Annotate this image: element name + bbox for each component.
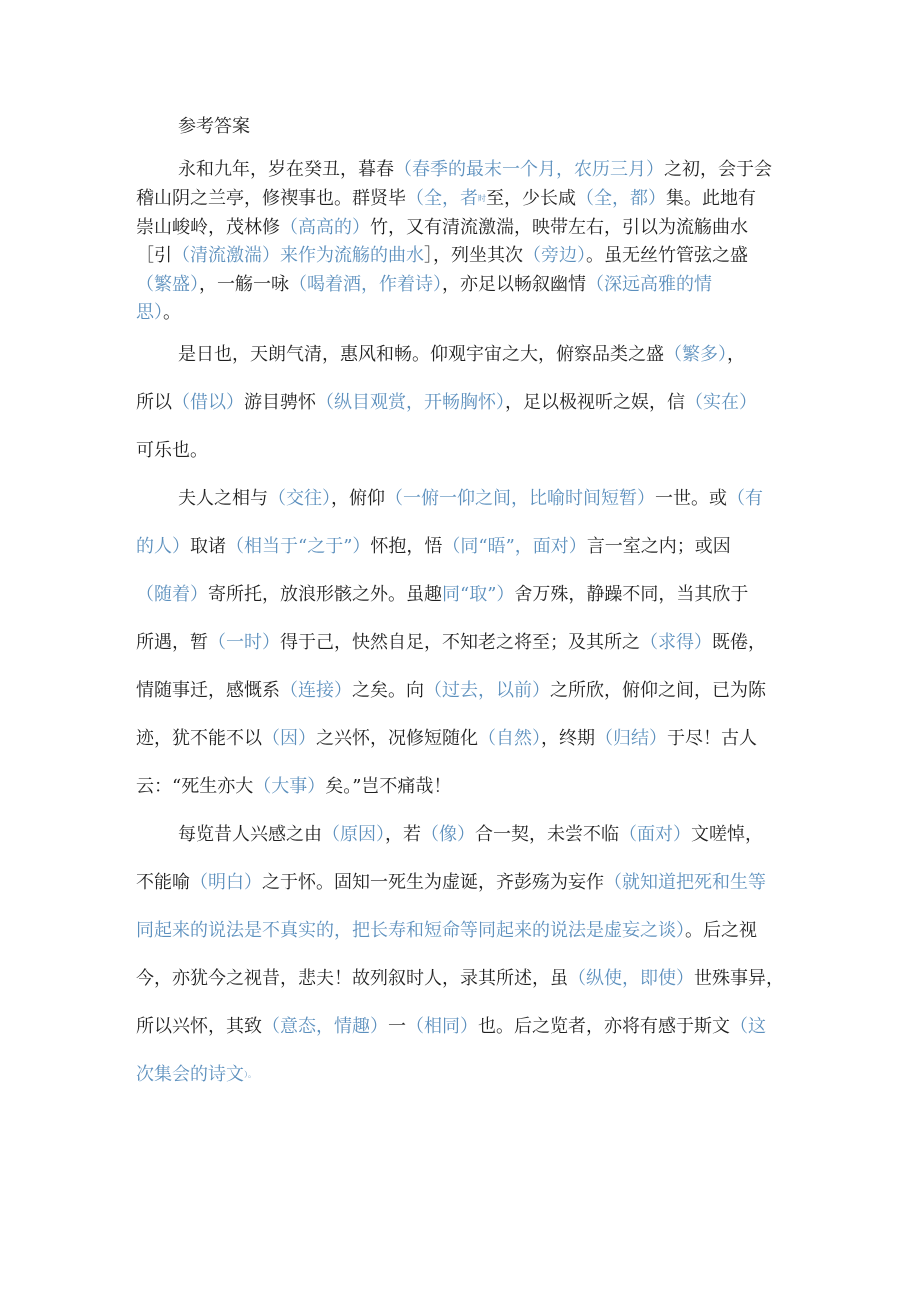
body-text: 。后之视 [685,920,757,941]
text-line [178,485,796,513]
body-text: 怀抱，悟 [370,536,443,557]
annotation-text: （一时） [208,632,280,653]
annotation-text: （大事） [253,776,326,797]
annotation-text: （自然） [478,728,541,749]
text-line [136,533,796,561]
annotation-text: 的人） [136,536,190,557]
body-text: 竹，又有清流激湍，映带左右，引以为流觞曲水 [370,217,748,238]
annotation-text: 同起来的说法是不真实的，把长寿和短命等同起来的说法是虚妄之谈） [136,920,685,941]
body-text: 不能喻 [136,872,190,893]
body-text: 。虽无丝竹管弦之盛 [586,245,748,266]
text-line [178,821,796,849]
annotation-text: ）。 [244,1070,256,1079]
body-text: 之所欣，俯仰之间，已为陈 [550,680,766,701]
annotation-text: （春季的最末一个月，农历三月） [394,159,664,180]
annotation-text: （随着） [136,584,208,605]
body-text: 文嗟悼， [691,824,763,845]
body-text: 所以 [136,392,172,413]
body-text: 迹，犹不能不以 [136,728,262,749]
body-text: 所以兴怀，其致 [136,1016,262,1037]
body-text: ，亦足以畅叙幽情 [442,274,586,295]
body-text: 寄所托，放浪形骸之外。虽趣 [208,584,442,605]
annotation-text: （深远高雅的情 [586,274,712,295]
text-line [136,581,796,609]
body-text: 一 [388,1016,406,1037]
body-text: ，俯仰 [331,488,385,509]
annotation-text: （喝着酒，作着诗） [289,274,442,295]
annotation-text: （一俯一仰之间，比喻时间短暂） [385,488,655,509]
text-line [136,773,796,801]
body-text: 每览昔人兴感之由 [178,824,322,845]
annotation-text: （这 [730,1016,766,1037]
body-text: 稽山阴之兰亭，修禊事也。群贤毕 [136,188,406,209]
body-text: ，足以极视听之娱，信 [505,392,685,413]
body-text: ，若 [385,824,421,845]
body-text: 至，少长咸 [486,188,576,209]
body-text: 云：“死生亦大 [136,776,254,797]
body-text: 崇山峻岭，茂林修 [136,217,280,238]
text-line [136,1013,796,1041]
body-text: 集。此地有 [666,188,756,209]
annotation-text: （意态，情趣） [262,1016,388,1037]
annotation-text: 时 [478,194,486,203]
text-line [136,185,796,213]
annotation-text: （借以） [172,392,244,413]
body-text: 夫人之相与 [178,488,268,509]
annotation-text: 同“取”） [442,584,515,605]
annotation-text: （相当于“之于”） [226,536,371,557]
annotation-text: （就知道把死和生等 [604,872,766,893]
body-text: ］，列坐其次 [424,245,523,266]
body-text: 之兴怀，况修短随化 [316,728,478,749]
annotation-text: （清流激湍）来作为流觞的曲水 [172,245,424,266]
body-text: 得于己，快然自足，不知老之将至；及其所之 [280,632,640,653]
text-line [136,437,796,465]
text-line [136,725,796,753]
body-text: 取诸 [190,536,226,557]
body-text: 。 [163,302,181,323]
body-text: 言一室之内；或因 [586,536,731,557]
annotation-text: 次集会的诗文 [136,1064,244,1085]
annotation-text: （纵目观赏，开畅胸怀） [316,392,505,413]
body-text: ， [727,344,745,365]
text-line [136,677,796,705]
body-text: 情随事迁，感慨系 [136,680,280,701]
body-text: ，一觞一咏 [199,274,289,295]
text-line [136,869,796,897]
annotation-text: （同“晤”，面对） [442,536,587,557]
body-text: 所遇，暂 [136,632,208,653]
annotation-text: （归结） [595,728,667,749]
annotation-text: （像） [421,824,475,845]
annotation-text: （面对） [619,824,691,845]
annotation-text: （全，都） [576,188,666,209]
text-line [136,629,796,657]
page-title: 参考答案 [178,116,250,137]
body-text: 永和九年，岁在癸丑，暮春 [178,159,394,180]
body-text: 既倦， [712,632,766,653]
annotation-text: （纵使，即使） [568,968,694,989]
annotation-text: （实在） [685,392,757,413]
body-text: 舍万殊，静躁不同，当其欣于 [514,584,749,605]
body-text: 于尽！古人 [667,728,757,749]
body-text: 之初，会于会 [664,159,772,180]
body-text: ［引 [136,245,172,266]
body-text: 之矣。向 [352,680,424,701]
text-line [136,1061,796,1089]
annotation-text: （交往） [268,488,331,509]
annotation-text: （过去，以前） [424,680,550,701]
body-text: 世殊事异， [694,968,784,989]
body-text: 合一契，未尝不临 [475,824,619,845]
text-line [178,156,796,184]
body-text: 今，亦犹今之视昔，悲夫！故列叙时人，录其所述，虽 [136,968,568,989]
annotation-text: （繁多） [664,344,727,365]
annotation-text: （因） [262,728,316,749]
annotation-text: （高高的） [280,217,370,238]
text-line [136,242,796,270]
body-text: 矣。”岂不痛哉！ [325,776,452,797]
text-line [136,299,796,327]
annotation-text: 思） [136,302,163,323]
body-text: 也。后之览者，亦将有感于斯文 [478,1016,730,1037]
text-line [136,389,796,417]
annotation-text: （明白） [190,872,262,893]
annotation-text: （繁盛） [136,274,199,295]
annotation-text: （原因） [322,824,385,845]
body-text: ，终期 [541,728,595,749]
body-text: 之于怀。固知一死生为虚诞，齐彭殇为妄作 [262,872,604,893]
body-text: 游目骋怀 [244,392,316,413]
text-line [178,341,796,369]
body-text: 一世。或 [655,488,727,509]
body-text: 可乐也。 [136,440,208,461]
annotation-text: （连接） [280,680,352,701]
annotation-text: （旁边） [523,245,586,266]
body-text: 是日也，天朗气清，惠风和畅。仰观宇宙之大，俯察品类之盛 [178,344,664,365]
annotation-text: （相同） [406,1016,478,1037]
annotation-text: （全，者 [406,188,478,209]
text-line [136,917,796,945]
text-line [136,271,796,299]
annotation-text: （求得） [640,632,712,653]
text-line [136,965,796,993]
annotation-text: （有 [727,488,763,509]
text-line [136,214,796,242]
